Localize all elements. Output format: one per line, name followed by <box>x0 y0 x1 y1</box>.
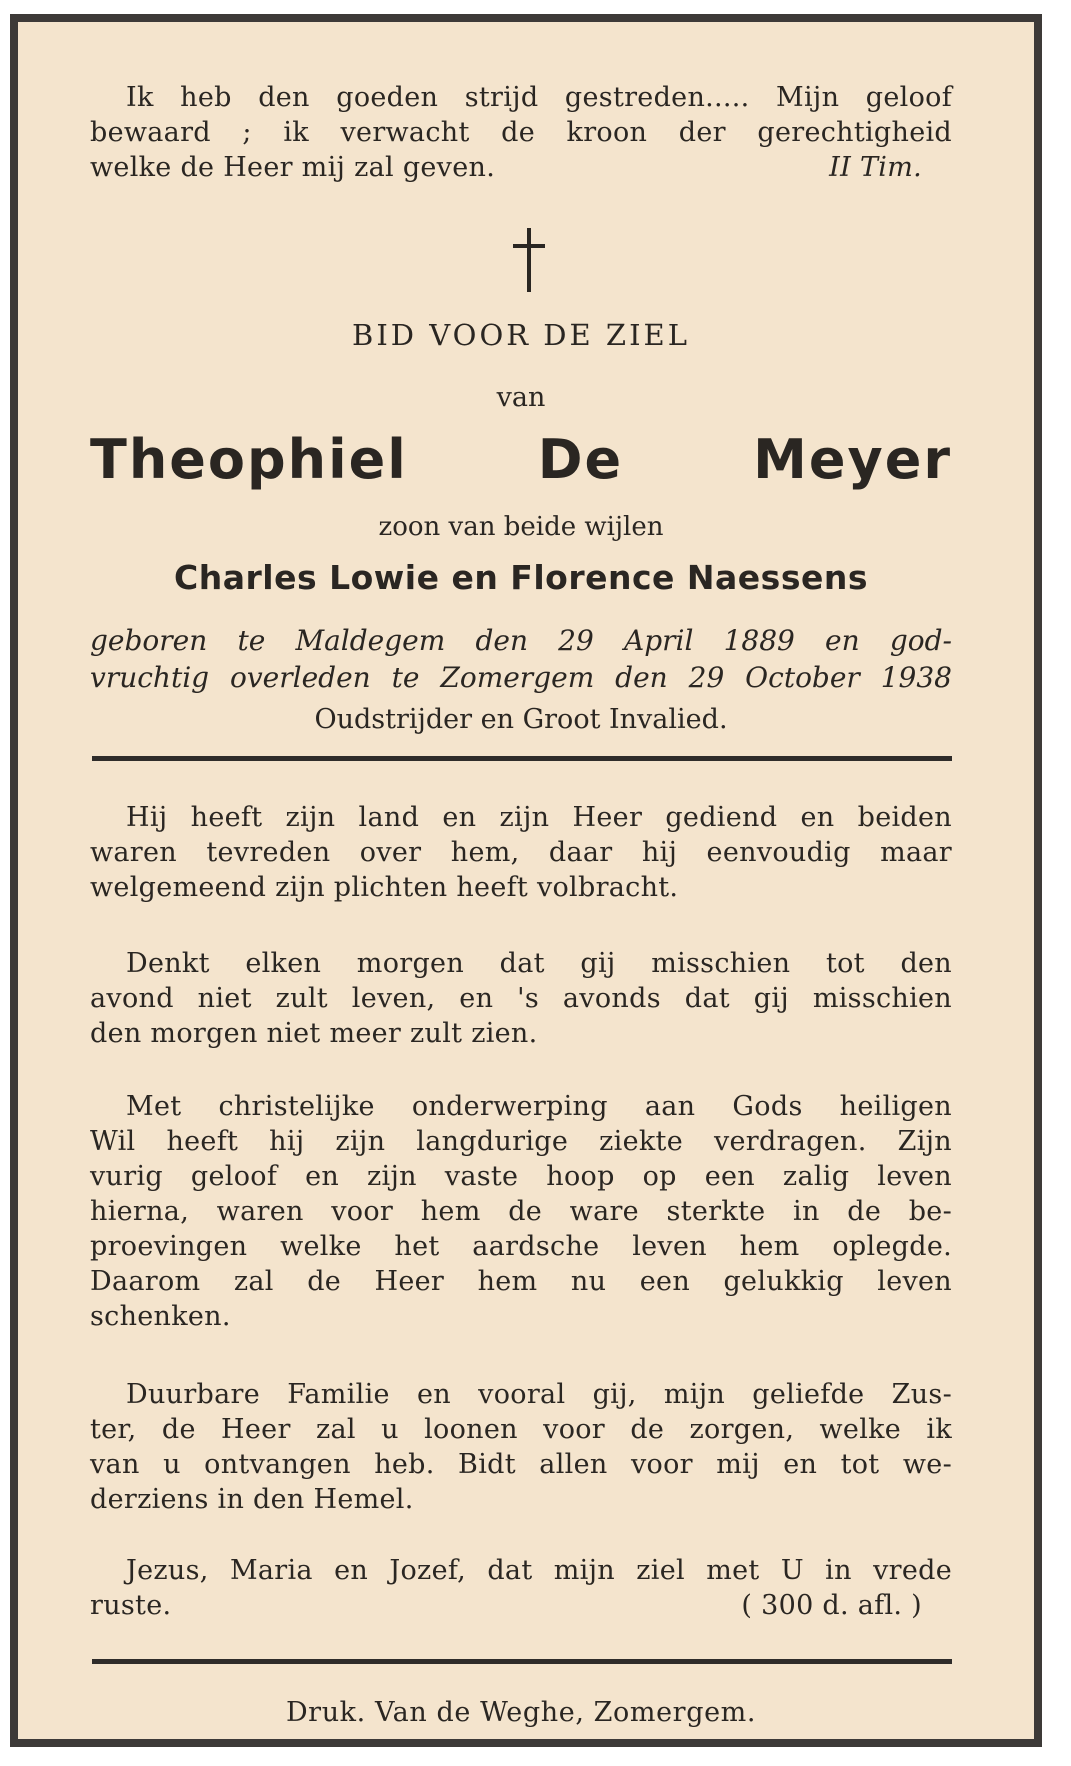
text-line: avond niet zult leven, en 's avonds dat gij misschien <box>90 983 952 1014</box>
quote-reference: II Tim. <box>829 152 922 183</box>
printer-credit: Druk. Van de Weghe, Zomergem. <box>285 1697 757 1728</box>
text-line: Daarom zal de Heer hem nu een gelukkig leven <box>90 1266 952 1297</box>
quote-last-line <box>90 150 952 185</box>
text-line: proevingen welke het aardsche leven hem oplegde. <box>90 1231 952 1262</box>
veteran-status: Oudstrijder en Groot Invalied. <box>314 704 728 735</box>
name-middle: De <box>537 428 624 491</box>
text-line: welgemeend zijn plichten heeft volbracht. <box>90 872 679 903</box>
paragraph-3 <box>90 1089 952 1334</box>
text-line: Hij heeft zijn land en zijn Heer gediend en beiden <box>126 802 952 833</box>
text-line: Met christelijke onderwerping aan Gods heiligen <box>126 1091 952 1122</box>
text-line: den morgen niet meer zult zien. <box>90 1018 538 1049</box>
van-label: van <box>496 382 546 413</box>
text-line: vurig geloof en zijn vaste hoop op een zalig leven <box>90 1161 952 1192</box>
text-line: ter, de Heer zal u loonen voor de zorgen, welke ik <box>90 1414 952 1445</box>
text-line: Duurbare Familie en vooral gij, mijn geliefde Zus- <box>126 1379 952 1410</box>
text-line: Denkt elken morgen dat gij misschien tot den <box>126 948 952 979</box>
paragraph-2 <box>90 946 952 1051</box>
prayer-heading: BID VOOR DE ZIEL <box>352 318 690 352</box>
text-line: Jezus, Maria en Jozef, dat mijn ziel met U in vrede <box>126 1555 952 1586</box>
parents-names: Charles Lowie en Florence Naessens <box>174 558 868 597</box>
scripture-quote <box>90 80 952 185</box>
name-last: Meyer <box>753 428 952 491</box>
quote-line: welke de Heer mij zal geven. <box>90 152 496 183</box>
quote-line: bewaard ; ik verwacht de kroon der gerechtigheid <box>90 117 952 148</box>
text-line: Wil heeft hij zijn langdurige ziekte verdragen. Zijn <box>90 1126 952 1157</box>
name-first: Theophiel <box>90 428 408 491</box>
paragraph-1 <box>90 800 952 905</box>
indulgence-note: ( 300 d. afl. ) <box>741 1590 922 1621</box>
son-of-label: zoon van beide wijlen <box>378 512 664 542</box>
deceased-name <box>90 428 952 491</box>
paragraph-4 <box>90 1377 952 1517</box>
cross-icon <box>527 228 531 292</box>
quote-line: Ik heb den goeden strijd gestreden..... Mijn geloof <box>126 82 952 113</box>
divider <box>92 756 952 761</box>
text-line: hierna, waren voor hem de ware sterkte in de be- <box>90 1196 952 1227</box>
closing-last-line <box>90 1588 952 1623</box>
text-line: schenken. <box>90 1301 231 1332</box>
text-line: ruste. <box>90 1590 172 1621</box>
death-line: vruchtig overleden te Zomergem den 29 October 1938 <box>90 661 952 694</box>
birth-line: geboren te Maldegem den 29 April 1889 en god- <box>90 624 952 657</box>
text-line: derziens in den Hemel. <box>90 1484 414 1515</box>
birth-death-text <box>90 622 952 696</box>
text-line: waren tevreden over hem, daar hij eenvoudig maar <box>90 837 952 868</box>
text-line: van u ontvangen heb. Bidt allen voor mij en tot we- <box>90 1449 952 1480</box>
divider <box>92 1659 952 1664</box>
closing-prayer <box>90 1553 952 1623</box>
